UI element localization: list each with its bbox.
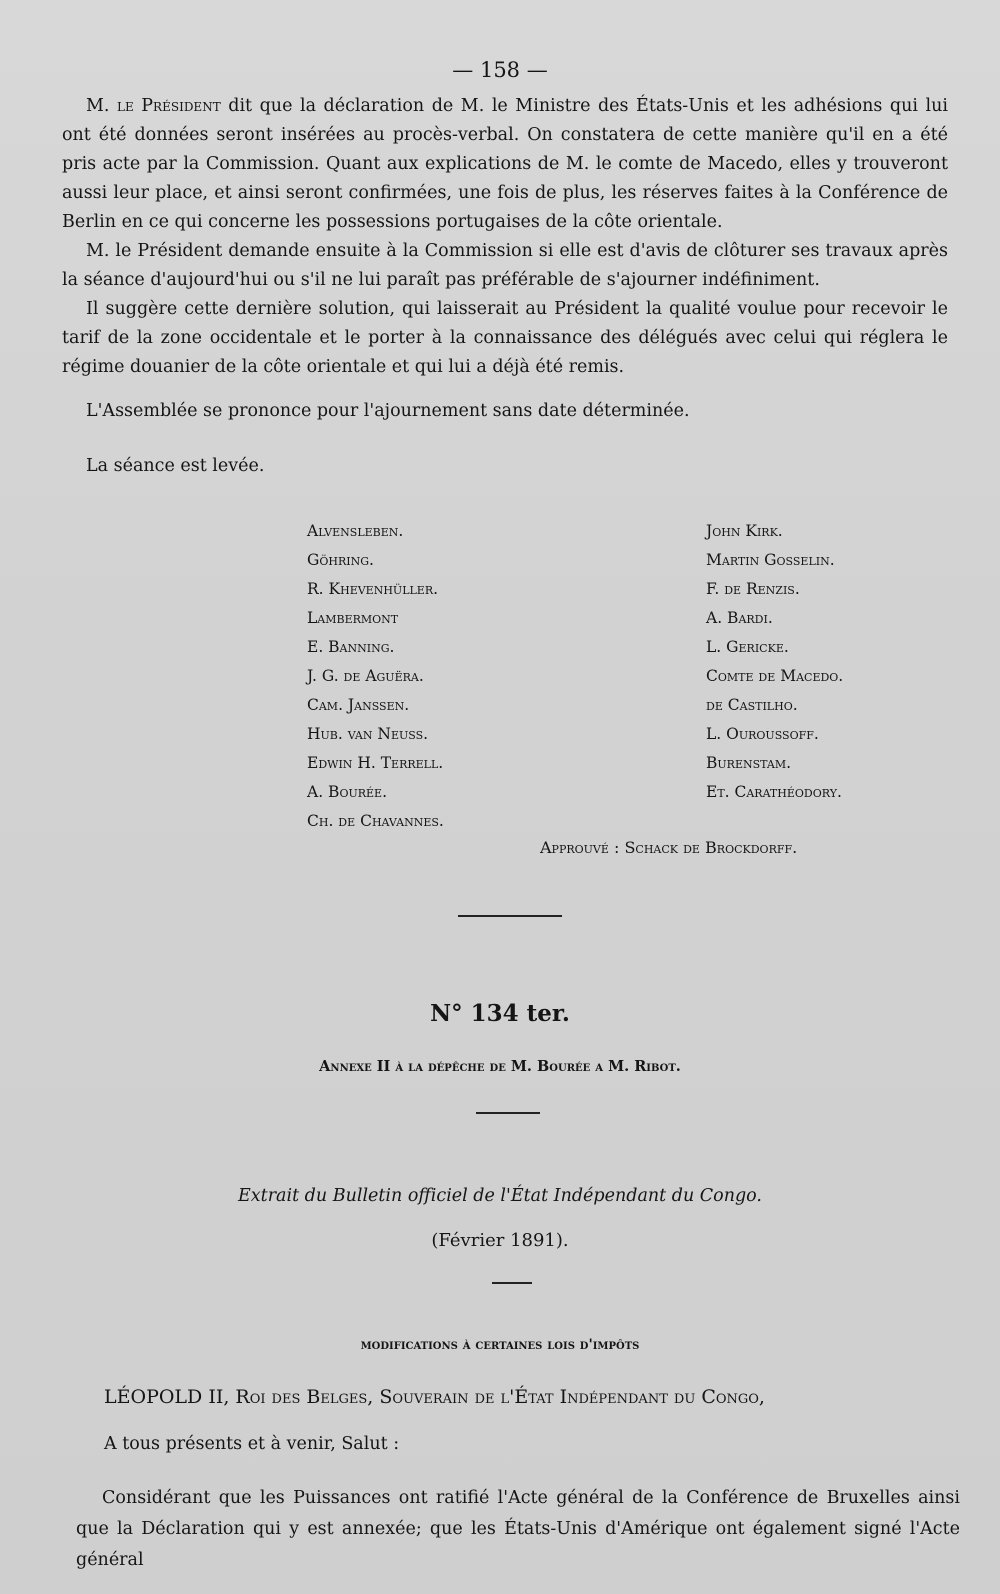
signatory: Comte de Macedo. [706,667,844,685]
considerant-block [76,1483,960,1576]
adjournment-block [62,397,948,426]
adjournment-decision: L'Assemblée se prononce pour l'ajournement sans date déterminée. [86,401,690,421]
considerant-paragraph: Considérant que les Puissances ont ratifié l'Acte général de la Conférence de Bruxelles ainsi que la Déclaration qui y est annexée; que les États-Unis d'Amérique ont également signé l'Acte général [76,1488,960,1570]
signatory: E. Banning. [307,638,395,656]
sovereign-line: LÉOPOLD II, Roi des Belges, Souverain de l'État Indépendant du Congo, [104,1386,765,1408]
signatory: John Kirk. [706,522,783,540]
extract-date: (Février 1891). [431,1230,569,1251]
paragraph-body: dit que la déclaration de M. le Ministre des États-Unis et les adhésions qui lui ont été données seront insérées au procès-verbal. On constatera de cette manière qu'il en a été pris acte par la Commission. Quant aux explications de M. le comte de Macedo, elles y trouveront aussi leur place, et ainsi seront confirmées, une fois de plus, les réserves faites à la Conférence de Berlin en ce qui concerne les possessions portugaises de la côte orientale. [62,96,948,232]
signatory: A. Bardi. [706,609,773,627]
salut-line: A tous présents et à venir, Salut : [104,1434,400,1454]
paragraph-suggestion: Il suggère cette dernière solution, qui laisserait au Président la qualité voulue pour recevoir le tarif de la zone occidentale et le porter à la connaissance des délégués avec celui qui réglera le régime douanier de la côte orientale et qui lui a déjà été remis. [62,299,948,377]
signatory: Göhring. [307,551,374,569]
signatory: L. Gericke. [706,638,789,656]
extract-title: Extrait du Bulletin officiel de l'État Indépendant du Congo. [238,1186,762,1206]
signatory: de Castilho. [706,696,798,714]
signatory: Cam. Janssen. [307,696,410,714]
signatory: J. G. de Aguëra. [307,667,424,685]
closing-block [62,452,948,481]
signatory: L. Ouroussoff. [706,725,819,743]
paragraph-adjournment-question: M. le Président demande ensuite à la Commission si elle est d'avis de clôturer ses travaux après la séance d'aujourd'hui ou s'il ne lui paraît pas préférable de s'ajourner indéfiniment. [62,241,948,290]
page-number: — 158 — [452,58,548,82]
speaker-lead: M. le Président [86,96,221,116]
section-divider [458,915,562,917]
signatory: Alvensleben. [307,522,404,540]
seance-closed: La séance est levée. [86,456,265,476]
signatory: Et. Carathéodory. [706,783,842,801]
section-divider [476,1112,540,1114]
signatory: Hub. van Neuss. [307,725,429,743]
signatory: Burenstam. [706,754,792,772]
signatory: Lambermont [307,609,399,627]
paragraph-president-statement [62,92,948,237]
section-divider [492,1282,532,1284]
signatories-left-column [307,517,444,836]
approval-line: Approuvé : Schack de Brockdorff. [540,838,798,857]
signatory: Edwin H. Terrell. [307,754,444,772]
annex-heading: Annexe II à la dépêche de M. Bourée a M. Ribot. [319,1058,681,1075]
proceedings-text [62,92,948,382]
signatory: R. Khevenhüller. [307,580,439,598]
signatory: Martin Gosselin. [706,551,835,569]
modifications-heading: modifications à certaines lois d'impôts [360,1337,640,1353]
signatory: A. Bourée. [307,783,387,801]
signatory: F. de Renzis. [706,580,800,598]
signatory: Ch. de Chavannes. [307,812,444,830]
document-number: N° 134 ter. [430,1000,570,1027]
signatories-right-column [706,517,843,807]
